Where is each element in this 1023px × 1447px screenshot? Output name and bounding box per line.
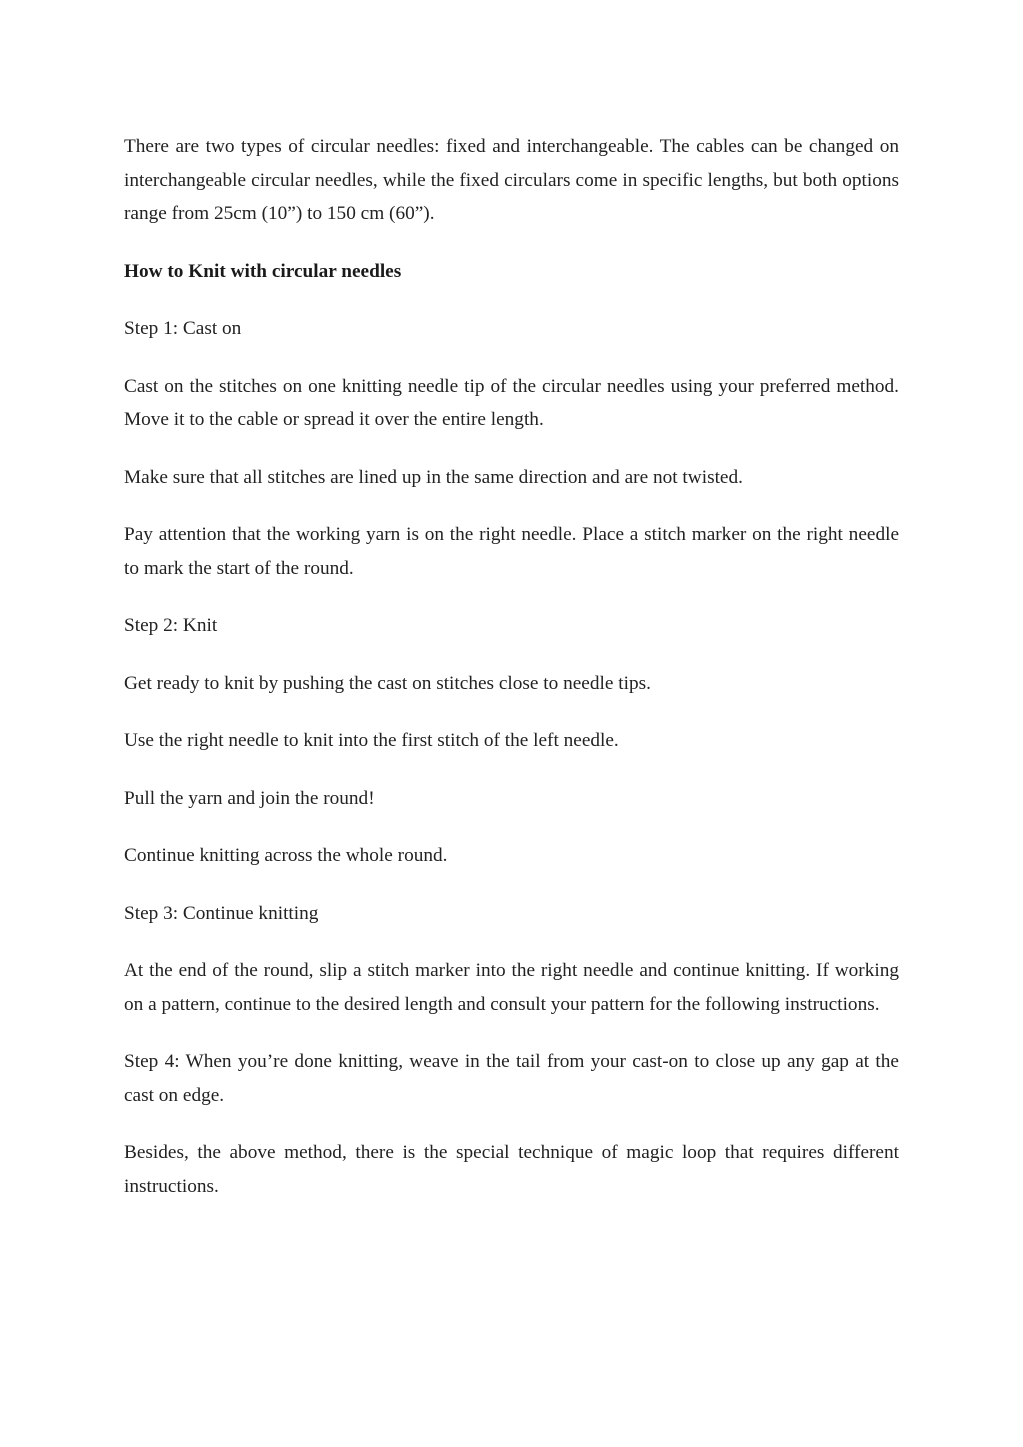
step-2-paragraph-continue: Continue knitting across the whole round.	[124, 845, 448, 866]
step-1-paragraph-marker: Pay attention that the working yarn is on the right needle. Place a stitch marker on the right needle to mark the start of the round.	[124, 524, 899, 579]
step-1-paragraph-alignment: Make sure that all stitches are lined up in the same direction and are not twisted.	[124, 466, 743, 488]
step-1-title: Step 1: Cast on	[124, 318, 242, 339]
closing-paragraph: Besides, the above method, there is the special technique of magic loop that requires different instructions.	[124, 1142, 899, 1197]
step-3-title: Step 3: Continue knitting	[124, 902, 319, 924]
intro-paragraph: There are two types of circular needles: fixed and interchangeable. The cables can be changed on interchangeable circular needles, while the fixed circulars come in specific lengths, but both options range from 25cm (10”) to 150 cm (60”).	[124, 136, 899, 224]
step-2-paragraph-join: Pull the yarn and join the round!	[124, 787, 375, 809]
step-2-paragraph-ready: Get ready to knit by pushing the cast on stitches close to needle tips.	[124, 672, 651, 694]
step-3-paragraph: At the end of the round, slip a stitch marker into the right needle and continue knitting. If working on a pattern, continue to the desired length and consult your pattern for the following instructions.	[124, 960, 899, 1015]
step-2-paragraph-knit: Use the right needle to knit into the first stitch of the left needle.	[124, 730, 619, 751]
step-4-paragraph: Step 4: When you’re done knitting, weave in the tail from your cast-on to close up any gap at the cast on edge.	[124, 1051, 899, 1106]
step-1-paragraph-cast-on: Cast on the stitches on one knitting needle tip of the circular needles using your preferred method. Move it to the cable or spread it over the entire length.	[124, 375, 899, 430]
step-2-title: Step 2: Knit	[124, 615, 218, 636]
document-page	[124, 130, 899, 1227]
section-heading: How to Knit with circular needles	[124, 260, 402, 282]
